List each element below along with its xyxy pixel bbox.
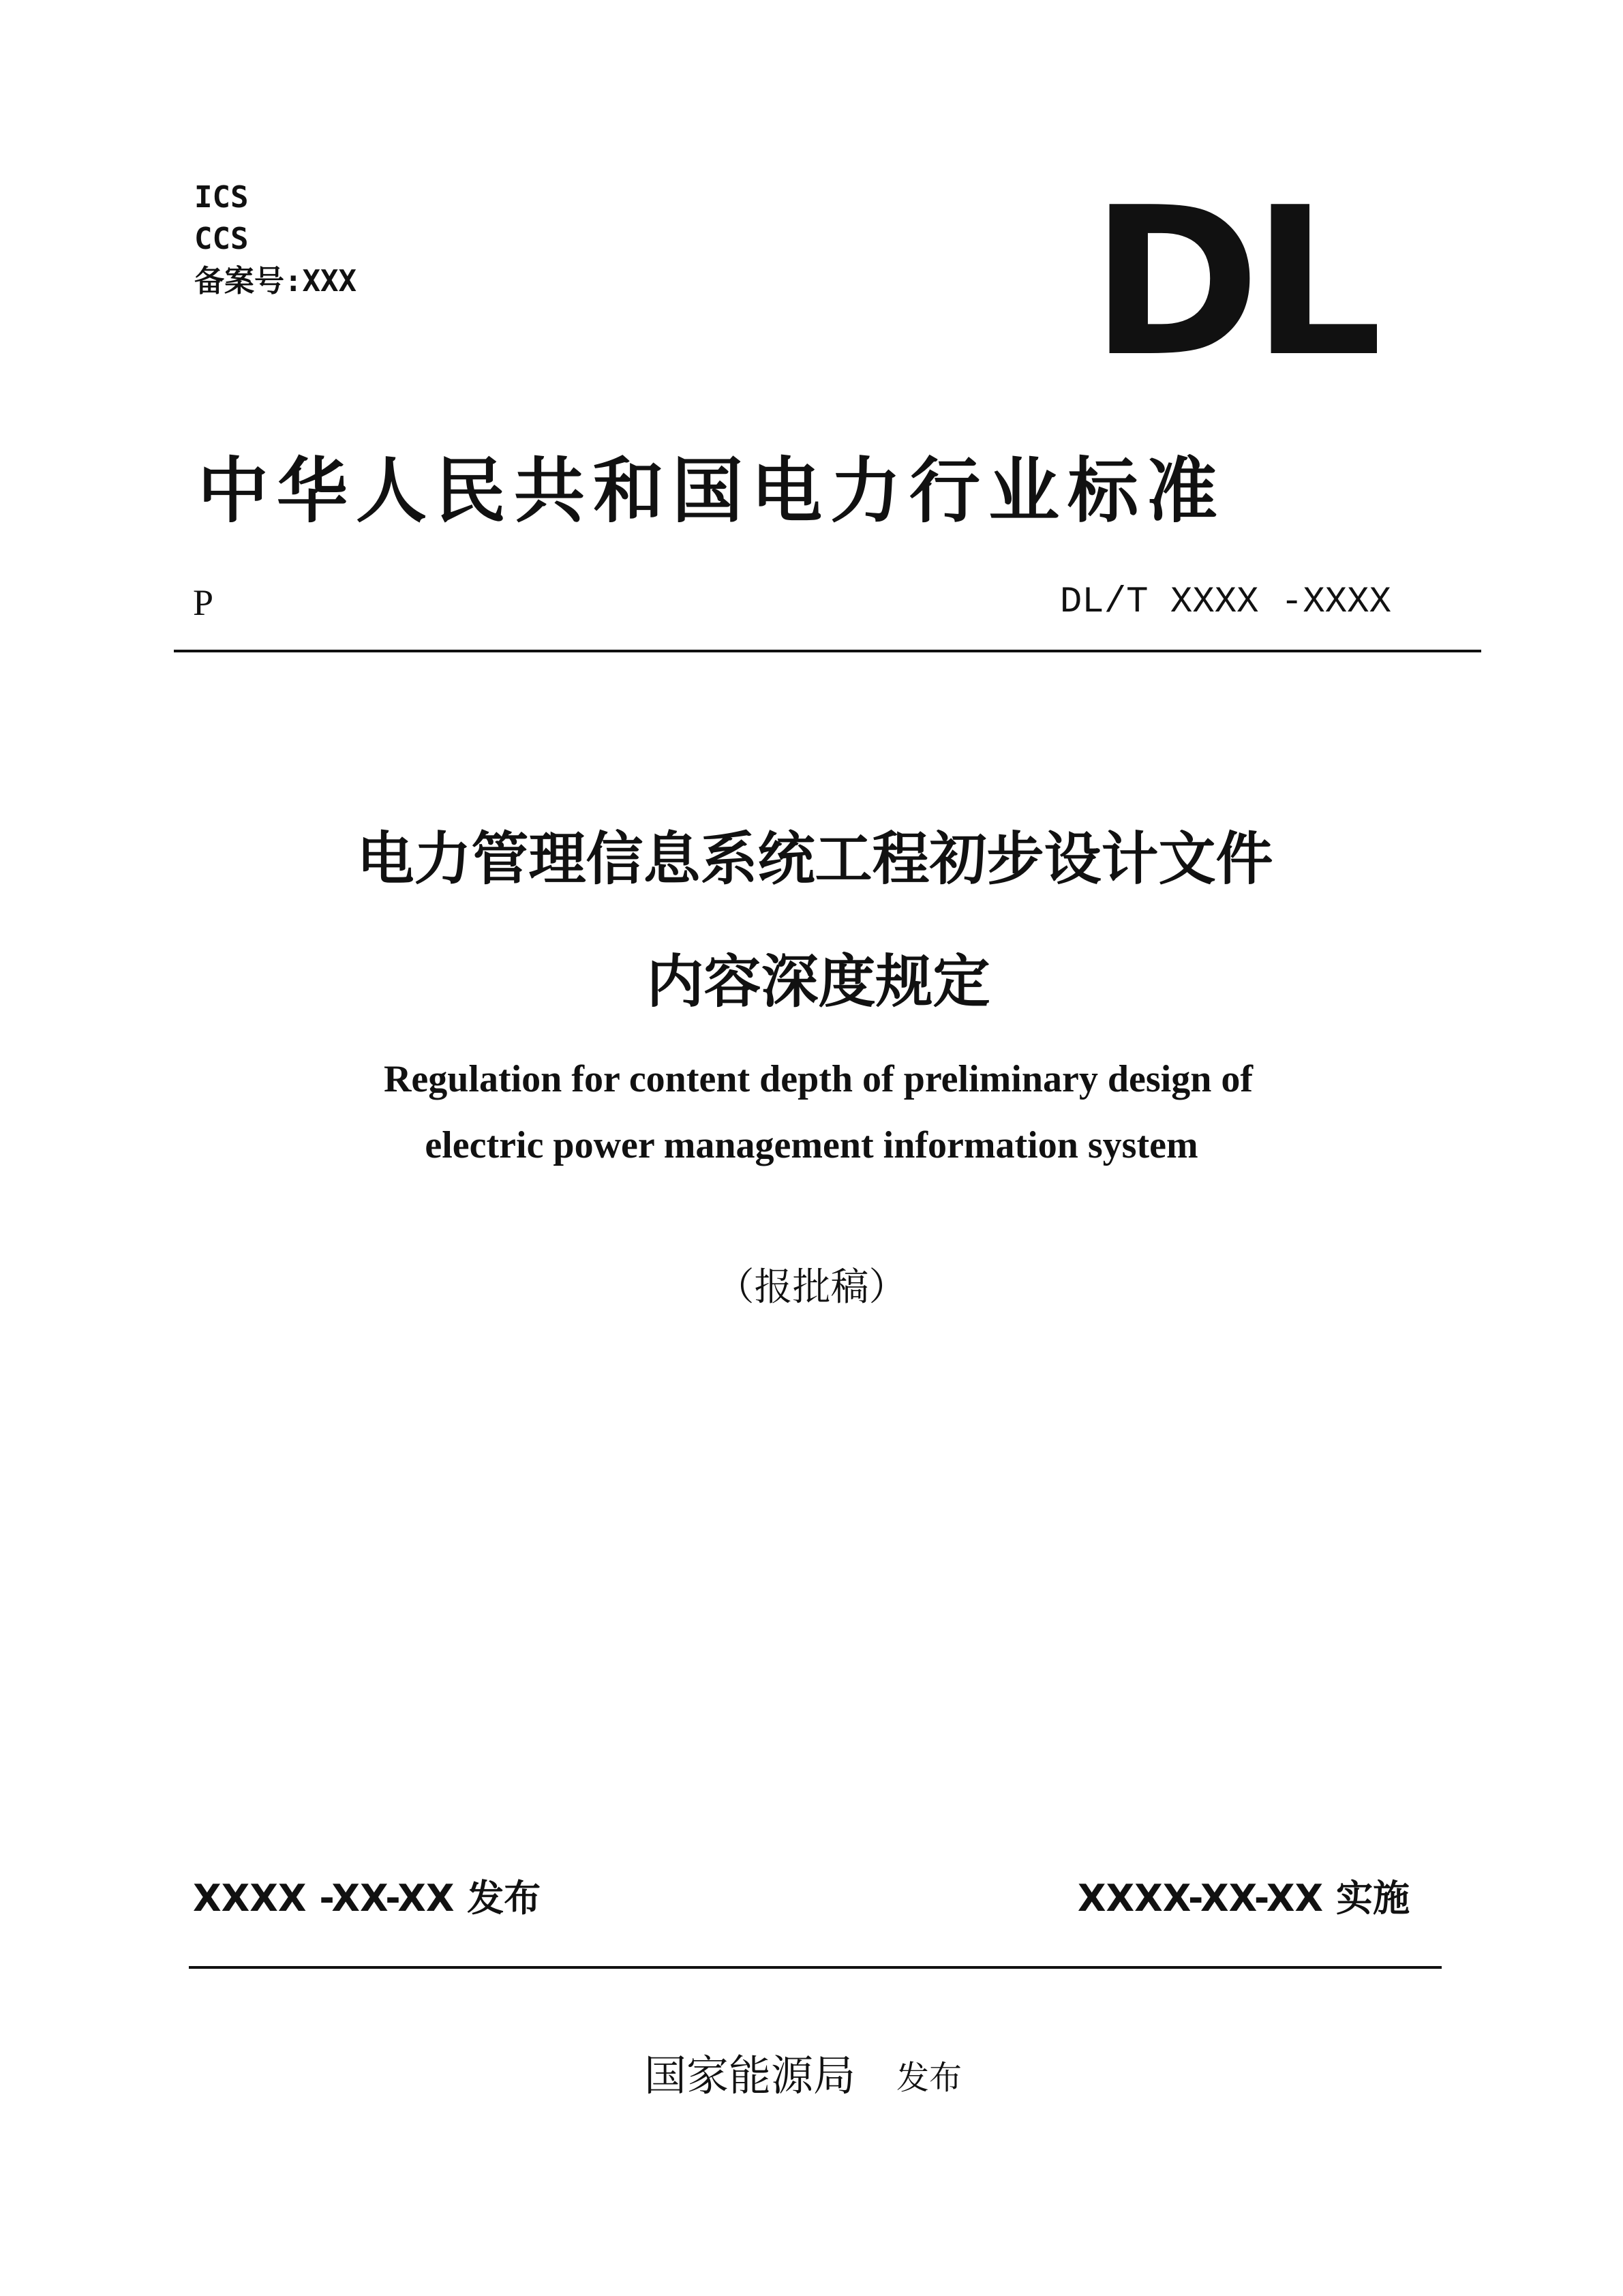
dl-logo: DL <box>1091 164 1375 402</box>
issuer-action: 发布 <box>896 2059 962 2097</box>
ics-code: ICS <box>194 180 249 215</box>
standard-type-heading: 中华人民共和国电力行业标准 <box>198 449 1226 532</box>
publish-date: XXXX -XX-XX 发布 <box>193 1877 541 1920</box>
category-code: P <box>193 582 214 623</box>
title-chinese-line-2: 内容深度规定 <box>646 948 990 1015</box>
filing-number: 备案号:XXX <box>194 264 357 299</box>
header-divider <box>174 650 1481 652</box>
ccs-code: CCS <box>194 222 249 256</box>
title-english-line-1: Regulation for content depth of preliminary design of <box>383 1058 1254 1100</box>
footer-divider <box>189 1966 1442 1969</box>
draft-status: （报批稿） <box>716 1265 907 1310</box>
effective-date: XXXX-XX-XX 实施 <box>1077 1877 1410 1920</box>
standard-number: DL/T XXXX -XXXX <box>1059 581 1391 623</box>
title-english-line-2: electric power management information system <box>425 1124 1198 1166</box>
title-chinese-line-1: 电力管理信息系统工程初步设计文件 <box>357 826 1273 892</box>
issuer-name: 国家能源局 <box>644 2051 856 2100</box>
